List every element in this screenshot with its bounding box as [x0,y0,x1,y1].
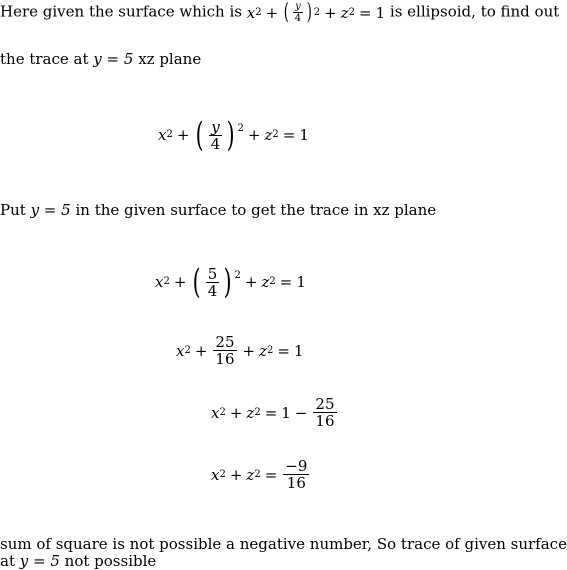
equation-rearranged: x 2 + z 2 = 1 − $\frac{25}{16}$ [211,395,335,430]
conclusion-line-2: at y = 5 not possible [0,552,157,570]
intro-suffix: is ellipsoid, to find out [389,2,560,21]
put-line: Put y = 5 in the given surface to get the trace in xz plane [0,201,437,219]
inline-surface-equation: x 2 + ( $\frac{y}{4}$ ) 2 + z 2 = 1 [246,0,386,25]
intro-prefix: Here given the surface which is [0,2,242,21]
equation-squared: x 2 + $\frac{25}{16}$ + z 2 = 1 [176,333,304,368]
conclusion-line-1: sum of square is not possible a negative number, So trace of given surface [0,535,567,553]
trace-line: the trace at y = 5 xz plane [0,50,202,68]
equation-surface: x 2 + ( $\frac{y}{4}$ ) 2 + z 2 = 1 [158,115,309,155]
equation-substituted: x 2 + ( $\frac{5}{4}$ ) 2 + z 2 = 1 [155,262,306,302]
intro-line [0,1,559,24]
equation-result: x 2 + z 2 = $\frac{-9}{16}$ [211,457,308,492]
